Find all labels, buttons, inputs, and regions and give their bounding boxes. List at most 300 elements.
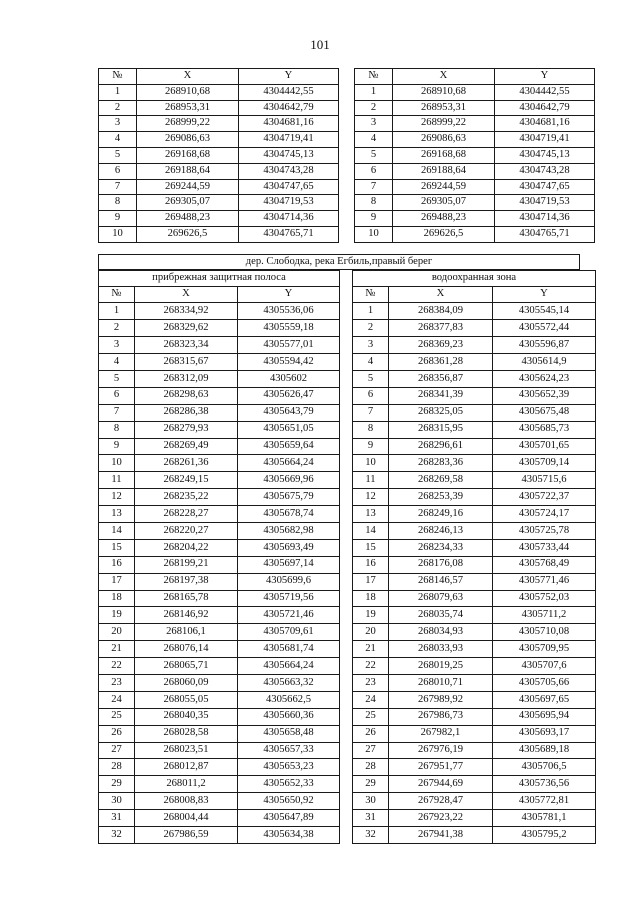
cell-x: 268286,38	[135, 404, 238, 421]
table-row	[99, 573, 340, 590]
cell-number: 16	[353, 556, 389, 573]
table-row	[99, 556, 340, 573]
table-row	[353, 573, 596, 590]
cell-number: 32	[99, 827, 135, 844]
table-row	[99, 522, 340, 539]
cell-x: 267951,77	[389, 759, 493, 776]
cell-number: 23	[99, 674, 135, 691]
cell-y: 4305725,78	[493, 522, 596, 539]
cell-number: 28	[99, 759, 135, 776]
cell-y: 4305771,46	[493, 573, 596, 590]
table-row	[99, 827, 340, 844]
table-row	[353, 404, 596, 421]
top-right-coordinates-table	[354, 68, 595, 243]
table-row	[353, 421, 596, 438]
cell-x: 269305,07	[393, 195, 495, 211]
table-row	[99, 100, 339, 116]
cell-y: 4305693,17	[493, 725, 596, 742]
table-row	[353, 641, 596, 658]
table-row	[353, 742, 596, 759]
top-left-coordinates-table	[98, 68, 339, 243]
table-row	[355, 84, 595, 100]
cell-y: 4305596,87	[493, 337, 596, 354]
cell-number: 4	[99, 132, 137, 148]
table-header-row	[99, 69, 339, 85]
cell-number: 18	[353, 590, 389, 607]
cell-x: 268065,71	[135, 658, 238, 675]
table-header-row	[355, 69, 595, 85]
cell-number: 15	[99, 539, 135, 556]
cell-x: 267928,47	[389, 793, 493, 810]
cell-y: 4305602	[238, 370, 340, 387]
table-row	[355, 195, 595, 211]
cell-number: 10	[99, 226, 137, 242]
cell-y: 4304642,79	[495, 100, 595, 116]
cell-number: 21	[99, 641, 135, 658]
cell-x: 268269,58	[389, 472, 493, 489]
table-row	[355, 179, 595, 195]
cell-x: 268197,38	[135, 573, 238, 590]
cell-number: 6	[355, 163, 393, 179]
cell-x: 268323,34	[135, 337, 238, 354]
table-row	[353, 556, 596, 573]
cell-y: 4304719,41	[239, 132, 339, 148]
cell-x: 269168,68	[137, 147, 239, 163]
table-row	[99, 725, 340, 742]
cell-y: 4304747,65	[495, 179, 595, 195]
cell-x: 267941,38	[389, 827, 493, 844]
cell-y: 4305733,44	[493, 539, 596, 556]
cell-y: 4305662,5	[238, 691, 340, 708]
cell-number: 11	[99, 472, 135, 489]
cell-x: 269168,68	[393, 147, 495, 163]
cell-y: 4305660,36	[238, 708, 340, 725]
cell-number: 11	[353, 472, 389, 489]
cell-number: 19	[99, 607, 135, 624]
cell-y: 4305752,03	[493, 590, 596, 607]
cell-y: 4304765,71	[495, 226, 595, 242]
table-row	[99, 607, 340, 624]
cell-x: 269086,63	[137, 132, 239, 148]
cell-y: 4305693,49	[238, 539, 340, 556]
column-header-number: №	[99, 69, 137, 85]
cell-y: 4304719,53	[495, 195, 595, 211]
table-row	[353, 455, 596, 472]
table-row	[99, 793, 340, 810]
cell-y: 4305651,05	[238, 421, 340, 438]
cell-number: 23	[353, 674, 389, 691]
cell-number: 4	[99, 354, 135, 371]
cell-x: 269086,63	[393, 132, 495, 148]
cell-x: 268325,05	[389, 404, 493, 421]
cell-number: 14	[99, 522, 135, 539]
cell-number: 26	[99, 725, 135, 742]
cell-x: 268076,14	[135, 641, 238, 658]
cell-y: 4305664,24	[238, 455, 340, 472]
cell-y: 4305678,74	[238, 506, 340, 523]
cell-x: 268249,15	[135, 472, 238, 489]
cell-y: 4305768,49	[493, 556, 596, 573]
cell-y: 4304743,28	[495, 163, 595, 179]
table-row	[99, 674, 340, 691]
cell-y: 4305695,94	[493, 708, 596, 725]
cell-y: 4305559,18	[238, 320, 340, 337]
table-row	[99, 179, 339, 195]
location-title: дер. Слободка, река Егбиль,правый берег	[99, 255, 580, 270]
cell-number: 1	[99, 84, 137, 100]
cell-number: 24	[353, 691, 389, 708]
cell-number: 26	[353, 725, 389, 742]
table-row	[99, 759, 340, 776]
cell-x: 267944,69	[389, 776, 493, 793]
cell-number: 8	[99, 421, 135, 438]
cell-x: 268106,1	[135, 624, 238, 641]
table-row	[99, 320, 340, 337]
cell-number: 3	[99, 337, 135, 354]
cell-x: 268329,62	[135, 320, 238, 337]
table-row	[355, 226, 595, 242]
coastal-strip-coordinates-table	[98, 270, 340, 844]
cell-x: 268384,09	[389, 303, 493, 320]
cell-number: 8	[99, 195, 137, 211]
cell-y: 4304642,79	[239, 100, 339, 116]
cell-y: 4305536,06	[238, 303, 340, 320]
column-header-y: Y	[239, 69, 339, 85]
column-header-number: №	[353, 286, 389, 303]
cell-y: 4305710,08	[493, 624, 596, 641]
table-row	[353, 658, 596, 675]
table-row	[99, 404, 340, 421]
table-row	[99, 742, 340, 759]
cell-number: 13	[99, 506, 135, 523]
table-row	[99, 226, 339, 242]
cell-number: 3	[99, 116, 137, 132]
table-row	[353, 539, 596, 556]
cell-x: 269305,07	[137, 195, 239, 211]
cell-x: 268235,22	[135, 489, 238, 506]
cell-x: 268341,39	[389, 387, 493, 404]
table-row	[99, 303, 340, 320]
cell-y: 4305653,23	[238, 759, 340, 776]
cell-x: 268033,93	[389, 641, 493, 658]
cell-x: 267986,73	[389, 708, 493, 725]
cell-number: 10	[353, 455, 389, 472]
table-row	[99, 354, 340, 371]
cell-x: 268019,25	[389, 658, 493, 675]
table-row	[353, 370, 596, 387]
cell-number: 2	[355, 100, 393, 116]
cell-x: 267989,92	[389, 691, 493, 708]
cell-y: 4305634,38	[238, 827, 340, 844]
cell-x: 268910,68	[137, 84, 239, 100]
cell-x: 268146,92	[135, 607, 238, 624]
cell-number: 5	[99, 147, 137, 163]
table-row	[353, 827, 596, 844]
cell-x: 268204,22	[135, 539, 238, 556]
cell-number: 7	[353, 404, 389, 421]
table-row	[355, 132, 595, 148]
cell-y: 4305715,6	[493, 472, 596, 489]
cell-y: 4305577,01	[238, 337, 340, 354]
table-row	[99, 658, 340, 675]
cell-x: 268356,87	[389, 370, 493, 387]
cell-number: 12	[353, 489, 389, 506]
cell-number: 9	[99, 211, 137, 227]
cell-number: 8	[353, 421, 389, 438]
cell-y: 4305643,79	[238, 404, 340, 421]
cell-y: 4305706,5	[493, 759, 596, 776]
cell-x: 268377,83	[389, 320, 493, 337]
cell-x: 268040,35	[135, 708, 238, 725]
cell-x: 269188,64	[393, 163, 495, 179]
cell-x: 268060,09	[135, 674, 238, 691]
cell-number: 6	[353, 387, 389, 404]
table-row	[99, 370, 340, 387]
cell-x: 268334,92	[135, 303, 238, 320]
table-row	[99, 539, 340, 556]
table-row	[353, 337, 596, 354]
cell-x: 268298,63	[135, 387, 238, 404]
water-protection-zone-coordinates-table	[352, 270, 596, 844]
table-header-row	[353, 286, 596, 303]
cell-y: 4305701,65	[493, 438, 596, 455]
cell-number: 7	[99, 404, 135, 421]
cell-y: 4305781,1	[493, 810, 596, 827]
table-row	[99, 691, 340, 708]
cell-x: 268312,09	[135, 370, 238, 387]
table-row	[355, 211, 595, 227]
column-header-x: X	[137, 69, 239, 85]
cell-x: 268315,67	[135, 354, 238, 371]
cell-number: 6	[99, 163, 137, 179]
table-row	[353, 708, 596, 725]
cell-y: 4304745,13	[239, 147, 339, 163]
cell-number: 25	[353, 708, 389, 725]
table-row	[99, 195, 339, 211]
cell-y: 4305697,65	[493, 691, 596, 708]
cell-y: 4304714,36	[495, 211, 595, 227]
cell-y: 4305772,81	[493, 793, 596, 810]
cell-x: 268165,78	[135, 590, 238, 607]
cell-y: 4305689,18	[493, 742, 596, 759]
cell-y: 4304681,16	[495, 116, 595, 132]
cell-number: 9	[99, 438, 135, 455]
cell-x: 268035,74	[389, 607, 493, 624]
cell-x: 269488,23	[393, 211, 495, 227]
cell-y: 4305657,33	[238, 742, 340, 759]
table-row	[353, 387, 596, 404]
cell-x: 268253,39	[389, 489, 493, 506]
cell-number: 10	[355, 226, 393, 242]
cell-y: 4305681,74	[238, 641, 340, 658]
table-row	[353, 674, 596, 691]
cell-y: 4305795,2	[493, 827, 596, 844]
cell-x: 268004,44	[135, 810, 238, 827]
cell-x: 268246,13	[389, 522, 493, 539]
table-row	[353, 506, 596, 523]
cell-y: 4305624,23	[493, 370, 596, 387]
table-row	[353, 759, 596, 776]
cell-number: 5	[99, 370, 135, 387]
cell-y: 4305652,33	[238, 776, 340, 793]
cell-x: 268279,93	[135, 421, 238, 438]
column-header-x: X	[389, 286, 493, 303]
table-row	[99, 116, 339, 132]
column-header-x: X	[393, 69, 495, 85]
cell-number: 3	[353, 337, 389, 354]
cell-y: 4305594,42	[238, 354, 340, 371]
cell-number: 27	[353, 742, 389, 759]
table-row	[353, 691, 596, 708]
table-row	[353, 354, 596, 371]
cell-number: 27	[99, 742, 135, 759]
table-row	[353, 607, 596, 624]
cell-number: 16	[99, 556, 135, 573]
table-row	[99, 455, 340, 472]
table-row	[99, 337, 340, 354]
cell-number: 19	[353, 607, 389, 624]
cell-y: 4304719,41	[495, 132, 595, 148]
table-row	[99, 489, 340, 506]
table-row	[353, 624, 596, 641]
cell-number: 31	[353, 810, 389, 827]
cell-y: 4304442,55	[495, 84, 595, 100]
cell-number: 1	[355, 84, 393, 100]
table-row	[99, 387, 340, 404]
cell-number: 4	[353, 354, 389, 371]
table-row	[355, 163, 595, 179]
cell-x: 268296,61	[389, 438, 493, 455]
table-row	[353, 472, 596, 489]
cell-number: 31	[99, 810, 135, 827]
cell-y: 4305626,47	[238, 387, 340, 404]
cell-number: 1	[353, 303, 389, 320]
cell-y: 4305659,64	[238, 438, 340, 455]
cell-number: 17	[99, 573, 135, 590]
column-header-x: X	[135, 286, 238, 303]
cell-number: 29	[99, 776, 135, 793]
cell-x: 268369,23	[389, 337, 493, 354]
table-row	[353, 776, 596, 793]
cell-x: 268283,36	[389, 455, 493, 472]
table-row	[355, 147, 595, 163]
cell-y: 4305669,96	[238, 472, 340, 489]
table-row	[353, 303, 596, 320]
cell-number: 17	[353, 573, 389, 590]
page-number: 101	[310, 37, 330, 52]
cell-number: 2	[99, 320, 135, 337]
cell-x: 268176,08	[389, 556, 493, 573]
table-row	[99, 641, 340, 658]
cell-x: 268999,22	[137, 116, 239, 132]
cell-number: 7	[99, 179, 137, 195]
cell-x: 268910,68	[393, 84, 495, 100]
coastal-strip-title: прибрежная защитная полоса	[99, 271, 340, 287]
column-header-number: №	[99, 286, 135, 303]
cell-x: 268010,71	[389, 674, 493, 691]
table-row	[99, 132, 339, 148]
cell-y: 4305675,79	[238, 489, 340, 506]
table-row	[99, 147, 339, 163]
cell-x: 267923,22	[389, 810, 493, 827]
table-row	[99, 421, 340, 438]
column-header-y: Y	[238, 286, 340, 303]
cell-x: 268953,31	[393, 100, 495, 116]
cell-number: 1	[99, 303, 135, 320]
cell-x: 268146,57	[389, 573, 493, 590]
cell-number: 13	[353, 506, 389, 523]
cell-y: 4304747,65	[239, 179, 339, 195]
cell-x: 268199,21	[135, 556, 238, 573]
table-row	[99, 776, 340, 793]
cell-number: 15	[353, 539, 389, 556]
column-header-number: №	[355, 69, 393, 85]
cell-x: 269488,23	[137, 211, 239, 227]
cell-x: 268011,2	[135, 776, 238, 793]
cell-x: 268023,51	[135, 742, 238, 759]
cell-y: 4305658,48	[238, 725, 340, 742]
cell-y: 4305709,95	[493, 641, 596, 658]
cell-number: 9	[355, 211, 393, 227]
cell-x: 269626,5	[137, 226, 239, 242]
cell-y: 4305709,14	[493, 455, 596, 472]
cell-y: 4305572,44	[493, 320, 596, 337]
cell-x: 268079,63	[389, 590, 493, 607]
table-row	[353, 438, 596, 455]
cell-number: 18	[99, 590, 135, 607]
table-row	[99, 438, 340, 455]
cell-number: 10	[99, 455, 135, 472]
table-row	[353, 489, 596, 506]
table-row	[353, 590, 596, 607]
table-row	[353, 320, 596, 337]
table-row	[99, 624, 340, 641]
cell-x: 268269,49	[135, 438, 238, 455]
table-row	[99, 810, 340, 827]
table-row	[353, 725, 596, 742]
cell-number: 3	[355, 116, 393, 132]
cell-number: 12	[99, 489, 135, 506]
cell-x: 268234,33	[389, 539, 493, 556]
cell-x: 267976,19	[389, 742, 493, 759]
cell-x: 268220,27	[135, 522, 238, 539]
cell-x: 268249,16	[389, 506, 493, 523]
table-row	[355, 116, 595, 132]
cell-y: 4305650,92	[238, 793, 340, 810]
cell-x: 267982,1	[389, 725, 493, 742]
table-row	[99, 590, 340, 607]
cell-number: 7	[355, 179, 393, 195]
cell-number: 6	[99, 387, 135, 404]
cell-number: 5	[355, 147, 393, 163]
cell-y: 4305719,56	[238, 590, 340, 607]
cell-x: 268315,95	[389, 421, 493, 438]
cell-y: 4304714,36	[239, 211, 339, 227]
cell-x: 268999,22	[393, 116, 495, 132]
cell-y: 4305614,9	[493, 354, 596, 371]
cell-number: 2	[353, 320, 389, 337]
table-row	[99, 84, 339, 100]
cell-y: 4305736,56	[493, 776, 596, 793]
cell-y: 4304442,55	[239, 84, 339, 100]
cell-y: 4305647,89	[238, 810, 340, 827]
table-row	[355, 100, 595, 116]
cell-number: 25	[99, 708, 135, 725]
cell-number: 30	[353, 793, 389, 810]
cell-y: 4305675,48	[493, 404, 596, 421]
table-row	[99, 708, 340, 725]
table-row	[99, 506, 340, 523]
